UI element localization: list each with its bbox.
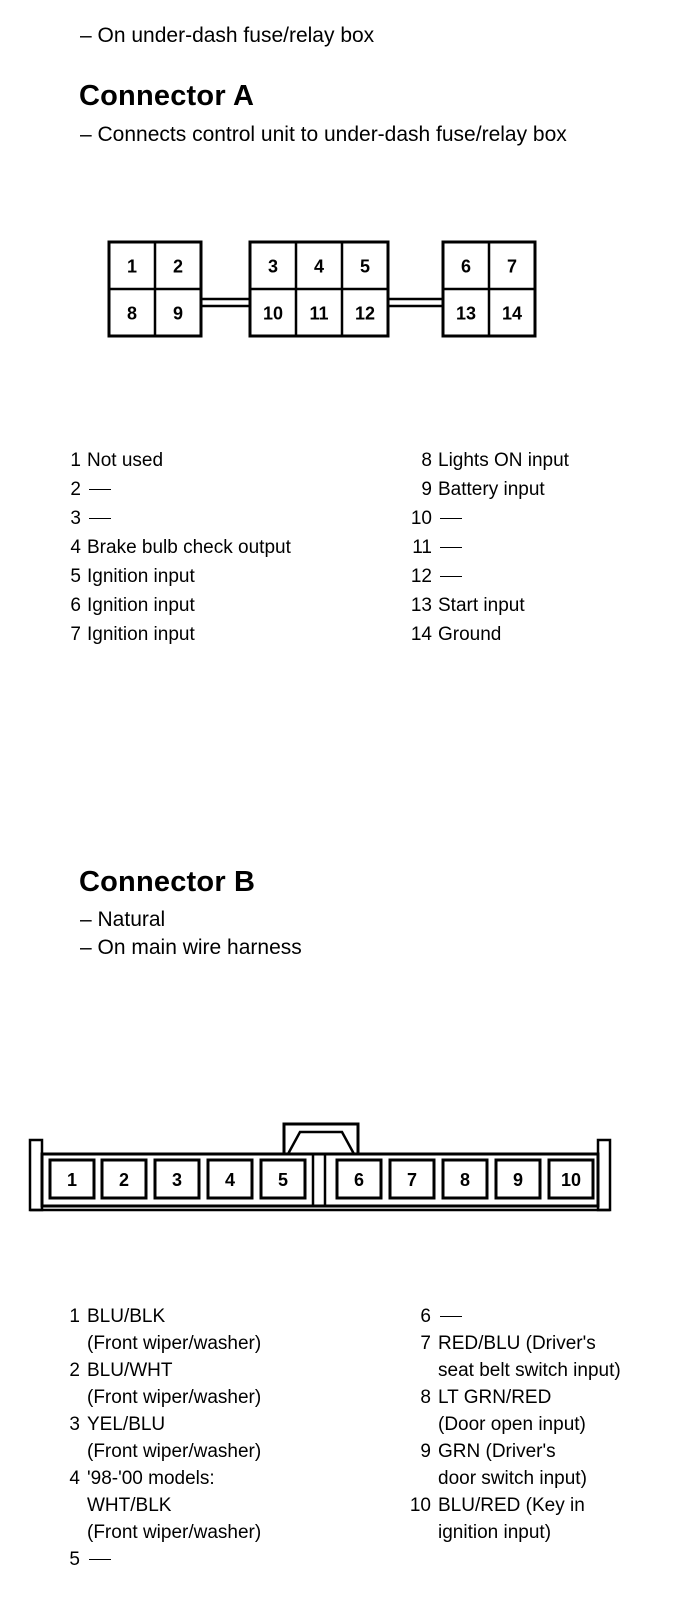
connector-b-pin-label: 9: [512, 1170, 524, 1190]
pin-description: Lights ON input: [438, 450, 569, 471]
pin-description-line: (Door open input): [438, 1414, 586, 1435]
pin-description-line: YEL/BLU: [87, 1414, 166, 1435]
pin-entry: [70, 504, 367, 533]
connector-a-pin-label: 11: [309, 303, 329, 324]
pin-number: 2: [70, 479, 81, 500]
connector-b-pin-label: 2: [118, 1170, 130, 1190]
pin-description-line: door switch input): [438, 1468, 587, 1489]
pin-entry: [420, 1438, 678, 1492]
pin-description: Ground: [438, 624, 502, 645]
connector-a-pin-label: 10: [262, 303, 284, 324]
pin-description: Start input: [438, 595, 525, 616]
connector-a-pin-label: 8: [126, 303, 138, 324]
unused-pin-dash: [89, 1559, 111, 1560]
pin-number: 9: [420, 1441, 431, 1462]
pin-entry: [421, 446, 658, 475]
pin-description-line: ignition input): [438, 1522, 552, 1543]
connector-b-pin-label: 3: [171, 1170, 183, 1190]
pin-entry: [421, 475, 658, 504]
pin-entry: [69, 1546, 367, 1573]
pin-entry: [70, 446, 367, 475]
pin-number: 7: [420, 1333, 431, 1354]
connector-a-pin-label: 12: [354, 303, 376, 324]
unused-pin-dash: [440, 576, 462, 577]
pin-number: 3: [70, 508, 81, 529]
pin-entry: [70, 533, 367, 562]
unused-pin-dash: [440, 518, 462, 519]
pin-entry: [420, 1303, 678, 1330]
pin-number: 5: [69, 1549, 80, 1570]
pin-description: Ignition input: [87, 624, 195, 645]
connector-b-pin-label: 6: [353, 1170, 365, 1190]
pin-entry: [410, 504, 658, 533]
pin-description: Not used: [87, 450, 164, 471]
pin-number: 8: [421, 450, 432, 471]
pin-number: 6: [70, 595, 81, 616]
pin-description: Ignition input: [87, 566, 195, 587]
unused-pin-dash: [440, 547, 462, 548]
pin-entry: [69, 1357, 367, 1411]
connector-b-pin-label: 10: [560, 1170, 582, 1190]
pin-description: Brake bulb check output: [87, 537, 291, 558]
connector-b-note-natural: – Natural: [80, 908, 166, 931]
connector-a-pin-label: 3: [267, 256, 279, 277]
connector-b-pin-label: 8: [459, 1170, 471, 1190]
connector-a-pin-label: 9: [172, 303, 184, 324]
unused-pin: [87, 1546, 367, 1573]
connector-b-pins-left: [69, 1303, 367, 1573]
pin-number: 3: [69, 1414, 80, 1435]
connector-b-pin-label: 1: [66, 1170, 78, 1190]
pin-entry: [70, 591, 367, 620]
pin-description-line: (Front wiper/washer): [87, 1387, 262, 1408]
connector-a-pin-label: 5: [359, 256, 371, 277]
pin-description-line: BLU/WHT: [87, 1360, 173, 1381]
pin-number: 4: [70, 537, 81, 558]
pin-entry: [420, 1330, 678, 1384]
pin-number: 1: [69, 1306, 80, 1327]
pin-entry: [412, 533, 658, 562]
connector-b-latch-inner: [288, 1132, 354, 1154]
pin-number: 7: [70, 624, 81, 645]
pin-description-line: GRN (Driver's: [438, 1441, 556, 1462]
connector-a-note: – Connects control unit to under-dash fuse/relay box: [80, 123, 567, 146]
pin-number: 10: [410, 508, 432, 529]
connector-a-title: Connector A: [79, 80, 255, 112]
connector-b-pins-right: [409, 1303, 678, 1546]
connector-a-pins-left: [70, 446, 367, 649]
pin-number: 12: [410, 566, 432, 587]
connector-a-pin-label: 2: [172, 256, 184, 277]
connector-a-pin-label: 13: [455, 303, 477, 324]
pin-entry: [420, 1384, 678, 1438]
connector-b-diagram: [24, 1118, 624, 1218]
connector-b-pin-label: 4: [224, 1170, 236, 1190]
pin-number: 2: [69, 1360, 80, 1381]
pin-number: 5: [70, 566, 81, 587]
top-note: – On under-dash fuse/relay box: [80, 24, 375, 47]
connector-b-end-post: [598, 1140, 610, 1210]
connector-b-title: Connector B: [79, 866, 256, 898]
pin-entry: [410, 620, 658, 649]
pin-entry: [69, 1303, 367, 1357]
connector-a-pin-label: 1: [126, 256, 138, 277]
pin-number: 1: [70, 450, 81, 471]
pin-number: 6: [420, 1306, 431, 1327]
connector-a-pin-label: 7: [506, 256, 518, 277]
pin-entry: [410, 591, 658, 620]
pin-entry: [70, 475, 367, 504]
pin-entry: [70, 620, 367, 649]
unused-pin-dash: [89, 489, 111, 490]
pin-entry: [69, 1411, 367, 1465]
unused-pin-dash: [440, 1316, 462, 1317]
pin-description: Battery input: [438, 479, 545, 500]
pin-description-line: (Front wiper/washer): [87, 1522, 262, 1543]
pin-description-line: LT GRN/RED: [438, 1387, 552, 1408]
connector-b-pin-label: 7: [406, 1170, 418, 1190]
pin-entry: [69, 1465, 367, 1546]
connector-b-pin-label: 5: [277, 1170, 289, 1190]
pin-number: 8: [420, 1387, 431, 1408]
pin-number: 9: [421, 479, 432, 500]
pin-description: Ignition input: [87, 595, 195, 616]
pin-entry: [410, 562, 658, 591]
connector-a-diagram: [100, 234, 540, 354]
connector-a-pin-label: 4: [313, 256, 325, 277]
unused-pin-dash: [89, 518, 111, 519]
pin-entry: [409, 1492, 678, 1546]
pin-description-line: WHT/BLK: [87, 1495, 172, 1516]
pin-description-line: '98-'00 models:: [87, 1468, 215, 1489]
connector-b-end-post: [30, 1140, 42, 1210]
unused-pin: [438, 1303, 678, 1330]
connector-a-pin-label: 14: [501, 303, 523, 324]
connector-a-pins-right: [410, 446, 658, 649]
pin-description-line: BLU/RED (Key in: [438, 1495, 585, 1516]
pin-number: 4: [69, 1468, 80, 1489]
pin-number: 14: [410, 624, 432, 645]
pin-number: 10: [409, 1495, 431, 1516]
pin-number: 11: [412, 537, 432, 558]
pin-description-line: BLU/BLK: [87, 1306, 166, 1327]
pin-description-line: seat belt switch input): [438, 1360, 621, 1381]
connector-a-pin-label: 6: [460, 256, 472, 277]
pin-description-line: RED/BLU (Driver's: [438, 1333, 596, 1354]
connector-b-note-location: – On main wire harness: [80, 936, 302, 959]
pin-entry: [70, 562, 367, 591]
pin-number: 13: [410, 595, 432, 616]
pin-description-line: (Front wiper/washer): [87, 1441, 262, 1462]
pin-description-line: (Front wiper/washer): [87, 1333, 262, 1354]
